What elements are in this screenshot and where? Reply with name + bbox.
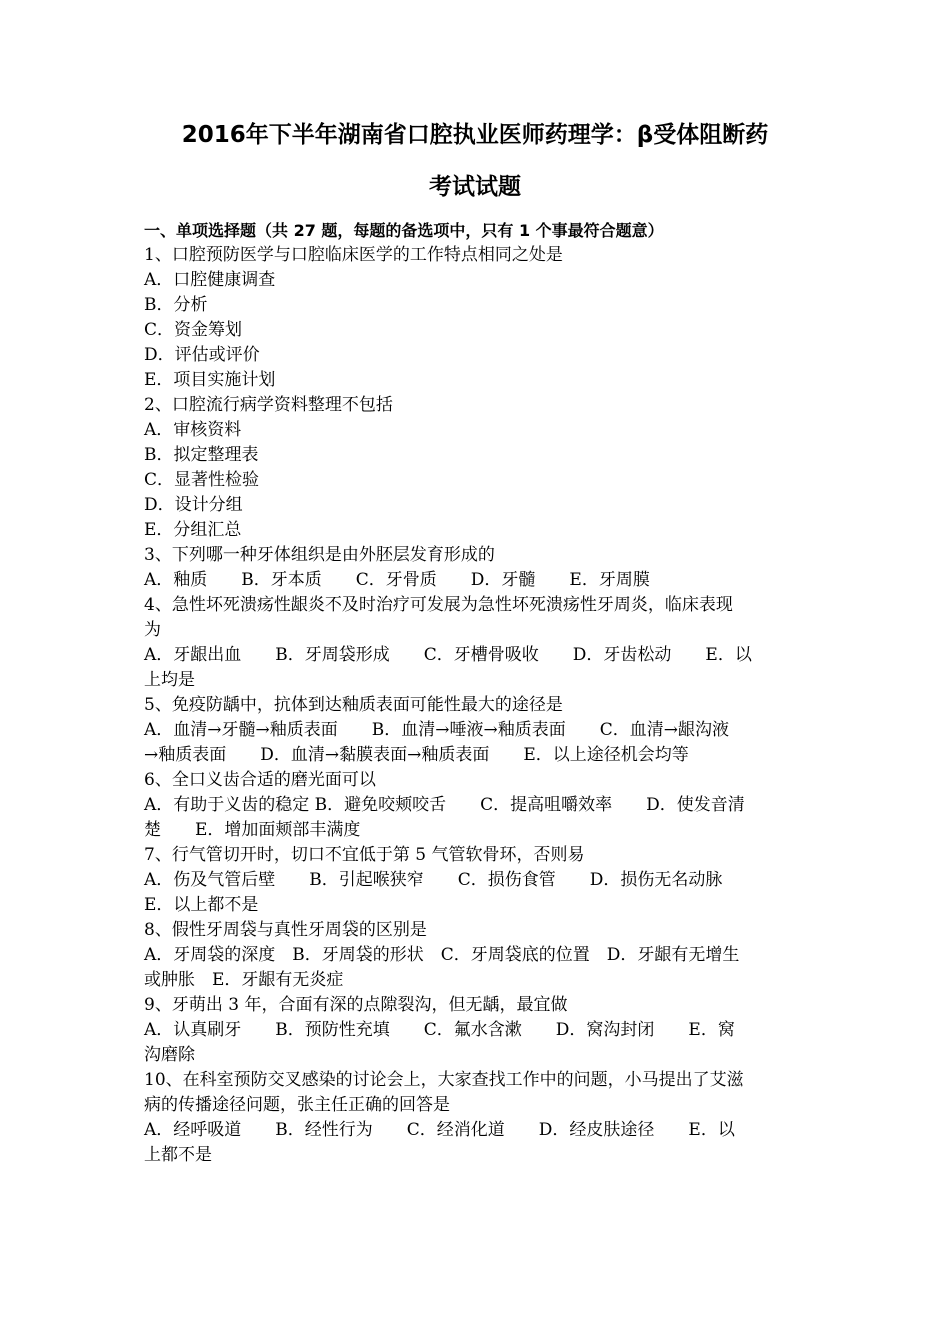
section-header: 一、单项选择题（共 27 题，每题的备选项中，只有 1 个事最符合题意） [144,221,664,240]
text-line: 2、口腔流行病学资料整理不包括 [144,395,393,415]
document-body [144,218,812,1168]
text-line: D．设计分组 [144,495,243,515]
text-line: E．分组汇总 [144,520,242,540]
text-line: 楚 E．增加面颊部丰满度 [144,820,361,840]
text-line: A．有助于义齿的稳定 B．避免咬颊咬舌 C．提高咀嚼效率 D．使发音清 [144,795,745,815]
text-line: 沟磨除 [144,1045,195,1065]
text-line: A．釉质 B．牙本质 C．牙骨质 D．牙髓 E．牙周膜 [144,570,650,590]
text-line: C．资金筹划 [144,320,243,340]
text-line: 9、牙萌出 3 年，合面有深的点隙裂沟，但无龋，最宜做 [144,995,568,1015]
text-line: A．口腔健康调查 [144,270,276,290]
text-line: A．经呼吸道 B．经性行为 C．经消化道 D．经皮肤途径 E．以 [144,1120,735,1140]
text-line: A．牙周袋的深度 B．牙周袋的形状 C．牙周袋底的位置 D．牙龈有无增生 [144,945,740,965]
text-line: 6、全口义齿合适的磨光面可以 [144,770,376,790]
text-line: A．牙龈出血 B．牙周袋形成 C．牙槽骨吸收 D．牙齿松动 E．以 [144,645,752,665]
text-line: B．分析 [144,295,208,315]
text-line: 1、口腔预防医学与口腔临床医学的工作特点相同之处是 [144,245,563,265]
text-line: 或肿胀 E．牙龈有无炎症 [144,970,344,990]
text-line: 5、免疫防龋中，抗体到达釉质表面可能性最大的途径是 [144,695,563,715]
text-line: 7、行气管切开时，切口不宜低于第 5 气管软骨环，否则易 [144,845,585,865]
text-line: B．拟定整理表 [144,445,259,465]
text-line: 8、假性牙周袋与真性牙周袋的区别是 [144,920,427,940]
text-line: 病的传播途径问题，张主任正确的回答是 [144,1095,450,1115]
question-lines [144,243,812,1168]
text-line: 4、急性坏死溃疡性龈炎不及时治疗可发展为急性坏死溃疡性牙周炎，临床表现 [144,595,733,615]
text-line: E．以上都不是 [144,895,259,915]
text-line: →釉质表面 D．血清→黏膜表面→釉质表面 E．以上途径机会均等 [144,745,689,765]
text-line: A．伤及气管后壁 B．引起喉狭窄 C．损伤食管 D．损伤无名动脉 [144,870,723,890]
text-line: 上都不是 [144,1145,212,1165]
document-title-line-2: 考试试题 [429,174,521,200]
text-line: D．评估或评价 [144,345,260,365]
text-line: 10、在科室预防交叉感染的讨论会上，大家查找工作中的问题，小马提出了艾滋 [144,1070,744,1090]
text-line: E．项目实施计划 [144,370,276,390]
text-line: A．认真刷牙 B．预防性充填 C．氟水含漱 D．窝沟封闭 E．窝 [144,1020,735,1040]
document-title-line-1: 2016年下半年湖南省口腔执业医师药理学：β受体阻断药 [181,122,769,148]
text-line: A．审核资料 [144,420,242,440]
text-line: A．血清→牙髓→釉质表面 B．血清→唾液→釉质表面 C．血清→龈沟液 [144,720,729,740]
text-line: C．显著性检验 [144,470,260,490]
text-line: 上均是 [144,670,195,690]
text-line: 为 [144,620,161,640]
text-line: 3、下列哪一种牙体组织是由外胚层发育形成的 [144,545,495,565]
